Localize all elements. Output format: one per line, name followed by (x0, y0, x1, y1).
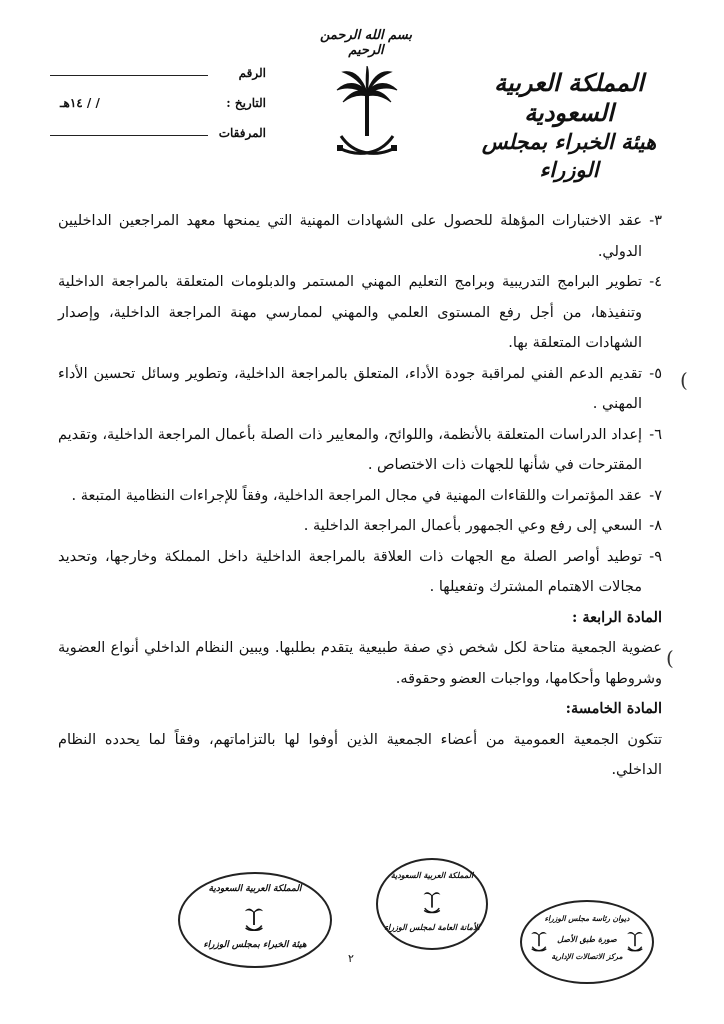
item-number: ٩- (649, 548, 662, 565)
seal-text: المملكة العربية السعودية (390, 870, 474, 880)
item-text: إعداد الدراسات المتعلقة بالأنظمة، واللوائح، والمعايير ذات الصلة بأعمال المراجعة الداخلية، وتقديم المقترحات في شأنها للجهات ذات الاختصاص . (58, 426, 642, 473)
seal-text: المملكة العربية السعودية (208, 884, 302, 894)
article-4-heading: المادة الرابعة : (571, 608, 662, 626)
item-number: ٣- (649, 213, 662, 229)
seal-text: ديوان رئاسة مجلس الوزراء (544, 914, 630, 923)
letterhead (459, 68, 679, 184)
attachments-label: المرفقات (218, 126, 266, 140)
date-format: / / ١٤هـ (60, 96, 100, 110)
basmala: بسم الله الرحمن الرحيم (320, 28, 412, 58)
item-number: ٦- (649, 426, 662, 443)
margin-bracket-mark: ( (666, 646, 674, 670)
ref-row (50, 66, 266, 96)
saudi-emblem-palm-swords-icon (335, 66, 399, 166)
article-5-heading: المادة الخامسة: (565, 700, 662, 717)
item-text: السعي إلى رفع وعي الجمهور بأعمال المراجعة الداخلية . (303, 518, 642, 534)
item-text: عقد الاختبارات المؤهلة للحصول على الشهادات المهنية التي يمنحها معهد المراجعين الداخليين الدولي. (58, 213, 642, 260)
list-item (58, 359, 662, 420)
official-seal (376, 858, 488, 950)
list-item (58, 206, 662, 267)
attachments-line (50, 135, 208, 136)
document-body (58, 206, 662, 786)
list-item (58, 511, 662, 542)
item-number: ٥- (649, 365, 662, 382)
item-number: ٧- (649, 487, 662, 504)
official-seal (520, 900, 654, 984)
item-text: عقد المؤتمرات واللقاءات المهنية في مجال المراجعة الداخلية، وفقاً للإجراءات النظامية المتبعة . (71, 487, 642, 504)
authority-name: هيئة الخبراء بمجلس الوزراء (481, 129, 657, 182)
list-item (58, 542, 662, 603)
attachments-row (50, 126, 266, 156)
list-item (58, 420, 662, 481)
ref-line (50, 75, 208, 76)
kingdom-name: المملكة العربية السعودية (494, 68, 644, 127)
list-item (58, 267, 662, 359)
seal-text: صورة طبق الأصل (557, 934, 617, 944)
date-row (50, 96, 266, 126)
page-number: ٢ (348, 952, 354, 965)
list-item (58, 481, 662, 512)
margin-bracket-mark: ( (680, 368, 688, 392)
date-label: التاريخ : (226, 96, 266, 110)
item-number: ٤- (649, 274, 662, 290)
seal-emblem-icon (243, 904, 265, 934)
seal-emblem-icon (422, 888, 442, 916)
reference-block (50, 66, 266, 156)
item-text: تقديم الدعم الفني لمراقبة جودة الأداء، المتعلق بالمراجعة الداخلية، وتطوير وسائل تحسين الأداء المهني . (58, 365, 642, 412)
item-text: تطوير البرامج التدريبية وبرامج التعليم المهني المستمر والدبلومات المتعلقة بالمراجعة الداخلية وتنفيذها، من أجل رفع المستوى العلمي والمهني لممارسي مهنة المراجعة الداخلية، وإصدار الشهادات المتعلقة بها. (58, 274, 642, 351)
item-number: ٨- (649, 518, 662, 534)
article-5-text: تتكون الجمعية العمومية من أعضاء الجمعية الذين أوفوا لها بالتزاماتهم، وفقاً لما يحدده النظام الداخلي. (58, 731, 662, 778)
item-text: توطيد أواصر الصلة مع الجهات ذات العلاقة بالمراجعة الداخلية داخل المملكة وخارجها، وتحديد مجالات الاهتمام المشترك وتفعيلها . (58, 548, 642, 595)
seal-text: الأمانة العامة لمجلس الوزراء (384, 922, 480, 932)
official-seal (178, 872, 332, 968)
seal-text: هيئة الخبراء بمجلس الوزراء (203, 940, 307, 950)
ref-label: الرقم (238, 66, 266, 80)
seal-text: مركز الاتصالات الإدارية (551, 952, 623, 961)
article-4-text: عضوية الجمعية متاحة لكل شخص ذي صفة طبيعية يتقدم بطلبها. ويبين النظام الداخلي أنواع العضوية وشروطها وأحكامها، وواجبات العضو وحقوقه. (58, 640, 662, 687)
